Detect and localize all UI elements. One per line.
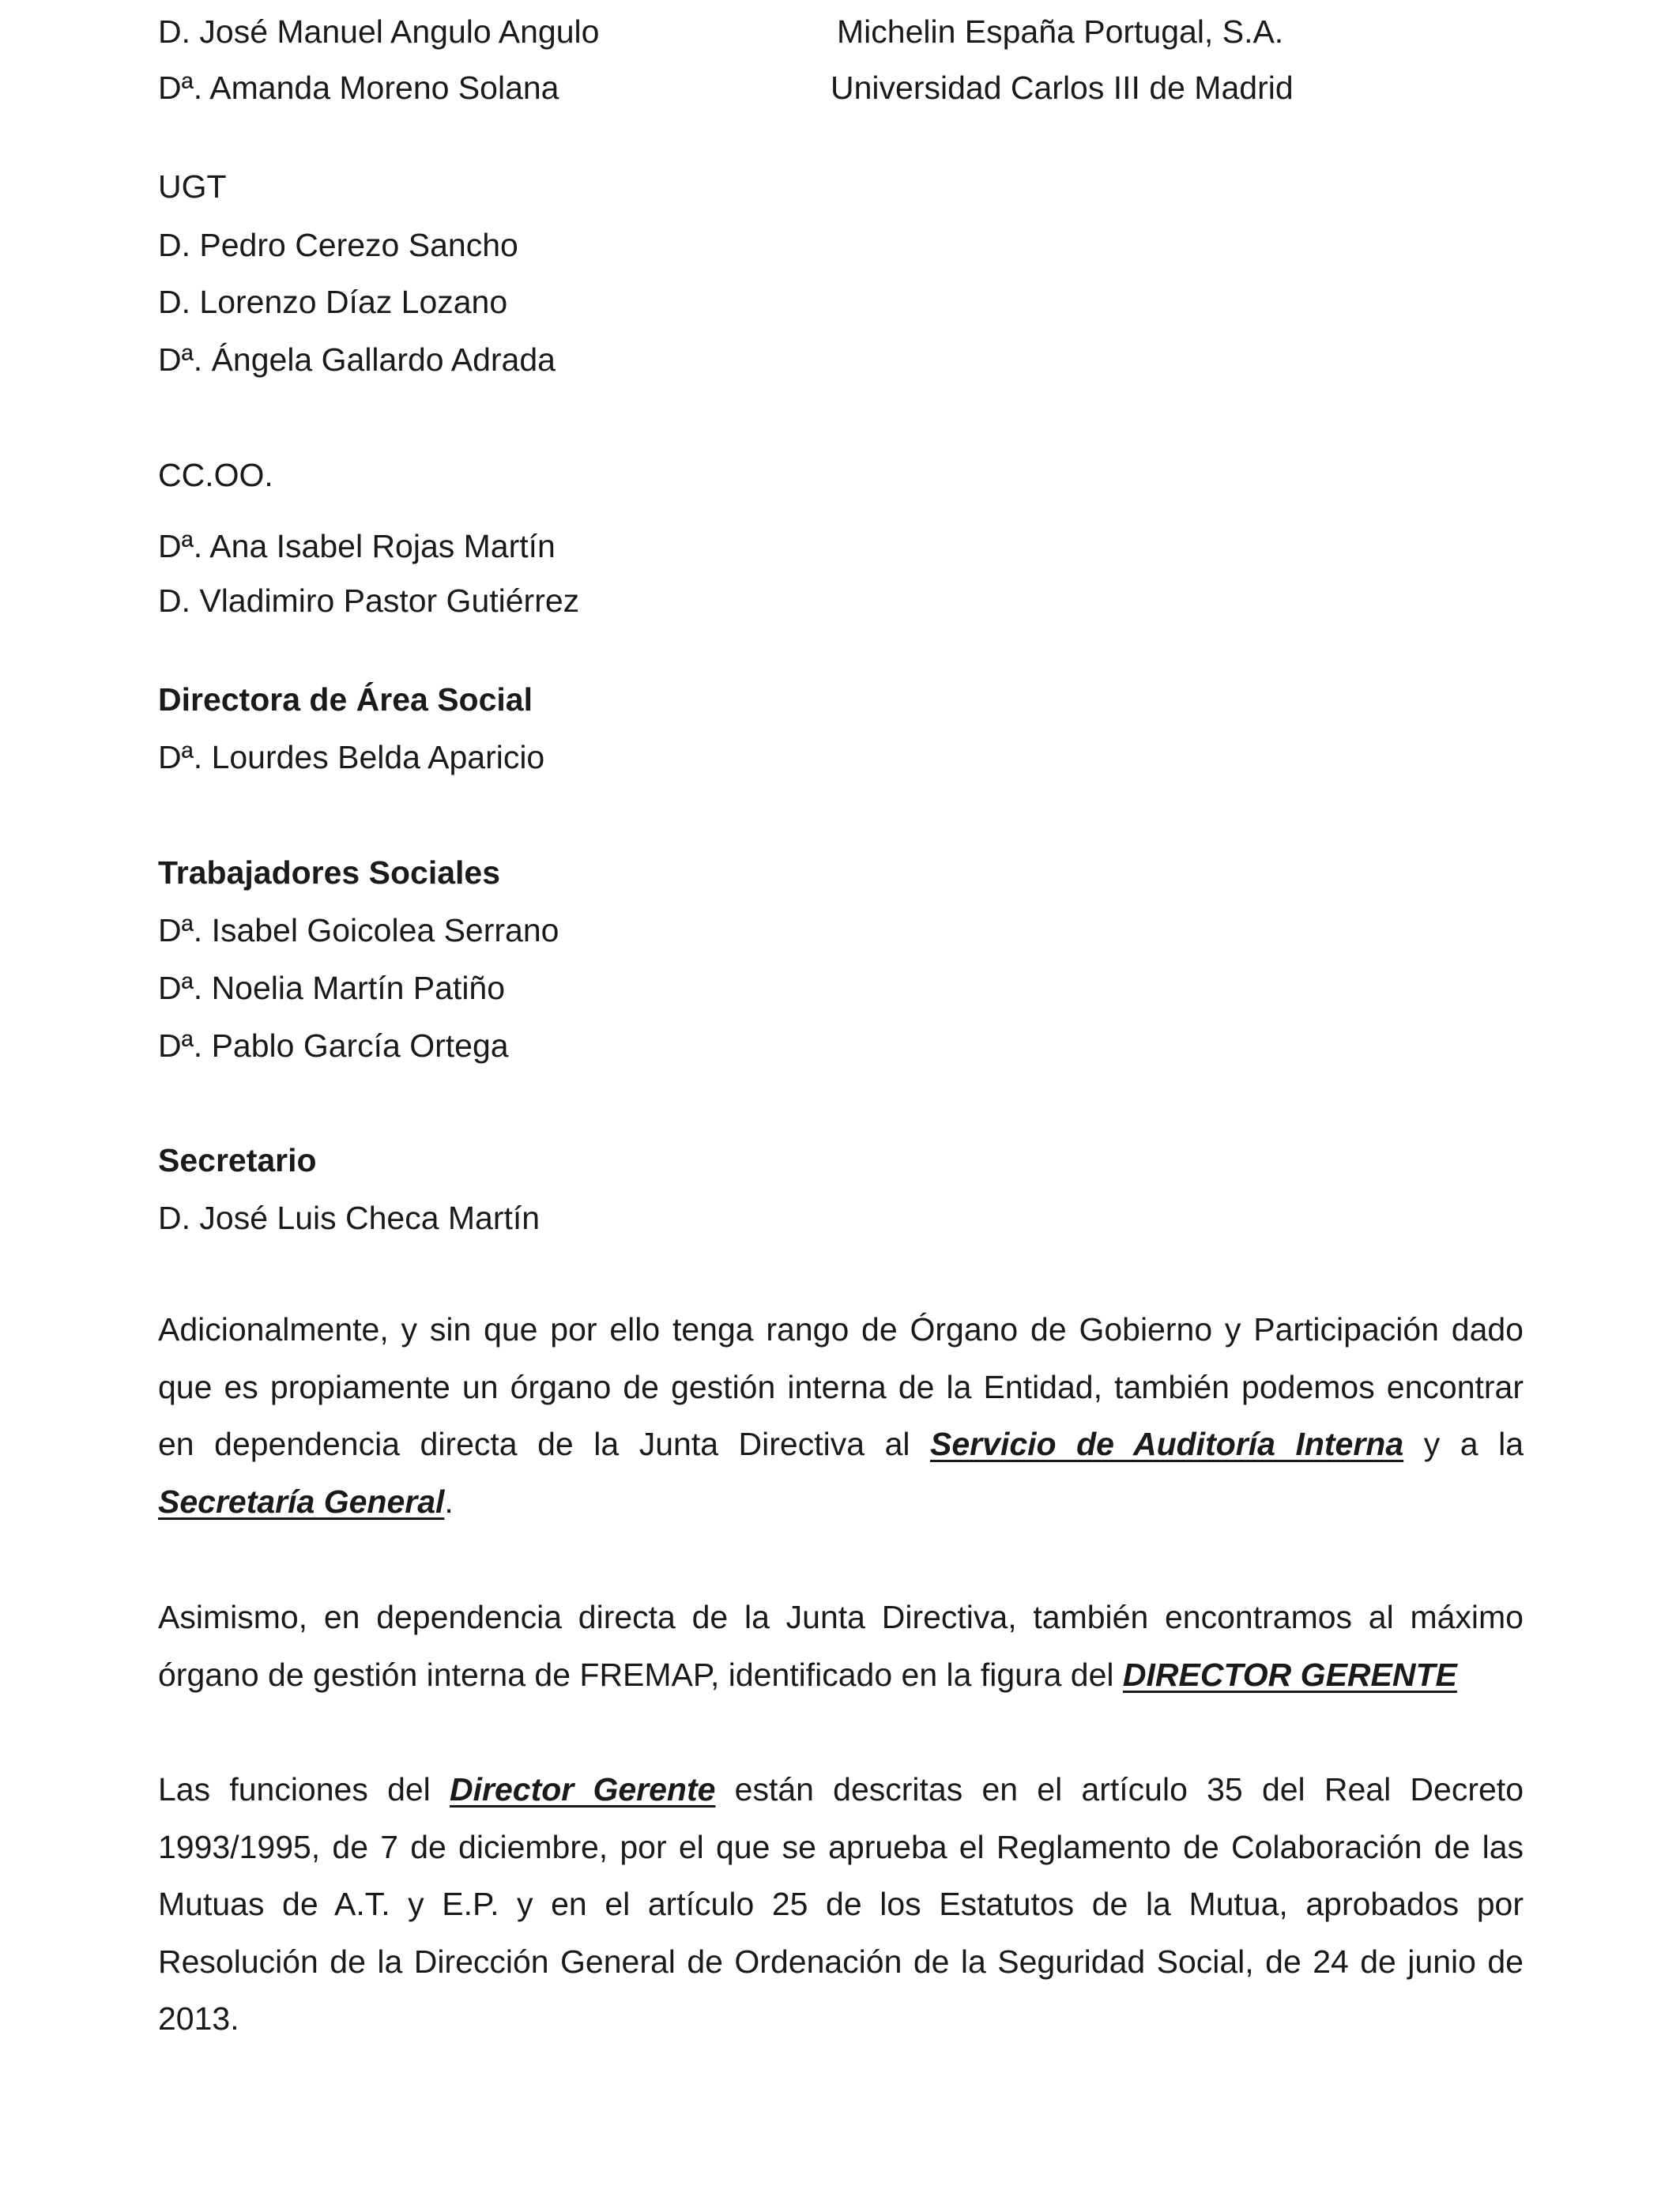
section-heading-trabajadores: Trabajadores Sociales: [158, 854, 501, 891]
member-name: D. José Luis Checa Martín: [158, 1200, 541, 1236]
link-director-gerente[interactable]: DIRECTOR GERENTE: [1122, 1656, 1457, 1693]
member-name: Dª. Noelia Martín Patiño: [158, 970, 506, 1006]
paragraph-text: Asimismo, en dependencia directa de la Junta Directiva, también encontramos al máximo órgano de gestión interna de FREMAP, identificado en la figura del: [158, 1599, 1524, 1693]
member-name: D. José Manuel Angulo Angulo: [158, 13, 600, 50]
link-secretaria-general[interactable]: Secretaría General: [158, 1483, 445, 1520]
paragraph-asimismo: [158, 1589, 1524, 1703]
member-entity: Universidad Carlos III de Madrid: [831, 70, 1294, 106]
member-name: D. Pedro Cerezo Sancho: [158, 227, 518, 263]
section-heading-ccoo: CC.OO.: [158, 457, 273, 493]
section-heading-area-social: Directora de Área Social: [158, 681, 533, 718]
paragraph-text: Adicionalmente, y sin que por ello tenga rango de Órgano de Gobierno y Participación dado que es propiamente un órgano de gestión interna de la Entidad, también podemos encontrar en dependencia directa de la Junta Directiva al: [158, 1311, 1524, 1462]
link-servicio-auditoria[interactable]: Servicio de Auditoría Interna: [930, 1426, 1404, 1462]
member-name: Dª. Ana Isabel Rojas Martín: [158, 528, 556, 564]
paragraph-adicionalmente: [158, 1301, 1524, 1530]
member-name: Dª. Amanda Moreno Solana: [158, 70, 559, 106]
paragraph-text: Las funciones del: [158, 1771, 450, 1808]
link-director-gerente-funciones[interactable]: Director Gerente: [450, 1771, 716, 1808]
member-name: D. Lorenzo Díaz Lozano: [158, 284, 508, 320]
member-entity: Michelin España Portugal, S.A.: [837, 13, 1284, 50]
member-name: Dª. Lourdes Belda Aparicio: [158, 739, 545, 775]
paragraph-text: .: [444, 1483, 454, 1520]
section-heading-secretario: Secretario: [158, 1142, 317, 1178]
member-name: Dª. Ángela Gallardo Adrada: [158, 341, 556, 378]
member-name: Dª. Pablo García Ortega: [158, 1027, 509, 1064]
paragraph-funciones: [158, 1761, 1524, 2048]
paragraph-text: están descritas en el artículo 35 del Real Decreto 1993/1995, de 7 de diciembre, por el que se aprueba el Reglamento de Colaboración de las Mutuas de A.T. y E.P. y en el artículo 25 de los Estatutos de la Mutua, aprobados por Resolución de la Dirección General de Ordenación de la Seguridad Social, de 24 de junio de 2013.: [158, 1771, 1524, 2037]
section-heading-ugt: UGT: [158, 168, 227, 205]
member-name: D. Vladimiro Pastor Gutiérrez: [158, 582, 580, 619]
paragraph-text: y a la: [1403, 1426, 1524, 1462]
member-name: Dª. Isabel Goicolea Serrano: [158, 912, 559, 948]
